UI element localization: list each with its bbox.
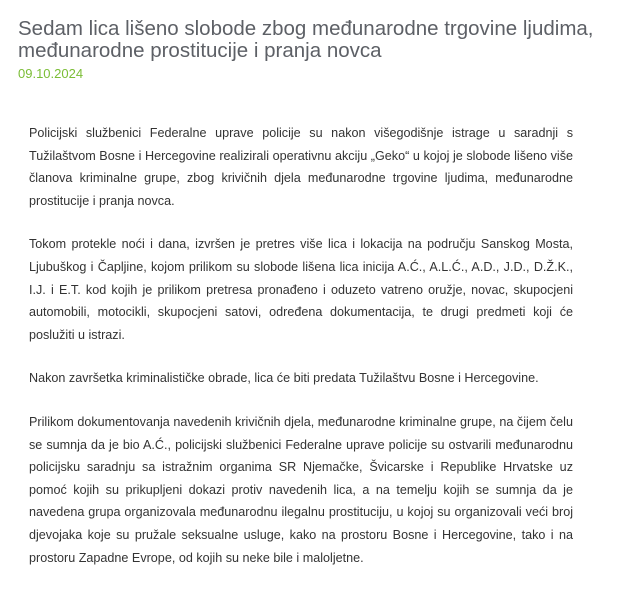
article-paragraph: Nakon završetka kriminalističke obrade, lica će biti predata Tužilaštvu Bosne i Hercegovine. [29,371,539,386]
article-title: Sedam lica lišeno slobode zbog međunarodne trgovine ljudima, međunarodne prostitucije i pranja novca [18,17,594,62]
article-paragraph: Prilikom dokumentovanja navedenih krivičnih djela, međunarodne kriminalne grupe, na čijem čelu se sumnja da je bio A.Ć., policijski službenici Federalne uprave policije su ostvarili međunarodnu policijsku saradnju sa istražnim organima SR Njemačke, Švicarske i Republike Hrvatske uz pomoć kojih su prikupljeni dokazi protiv navedenih lica, a na temelju kojih se sumnja da je navedena grupa organizovala međunarodnu ilegalnu prostituciju, u kojoj su organizovali veći broj djevojaka koje su pružale seksualne usluge, kako na prostoru Bosne i Hercegovine, tako i na prostoru Zapadne Evrope, od kojih su neke bile i maloljetne. [29,414,573,565]
article-paragraph: Tokom protekle noći i dana, izvršen je pretres više lica i lokacija na području Sanskog Mosta, Ljubuškog i Čapljine, kojom prilikom su slobode lišena lica inicija A.Ć., A.L.Ć., A.D., J.D., D.Ž.K., I.J. i E.T. kod kojih je prilikom pretresa pronađeno i oduzeto vatreno oružje, novac, skupocjeni automobili, motocikli, skupocjeni satovi, određena dokumentacija, te drugi predmeti koji će poslužiti u istrazi. [29,237,573,342]
article-body [29,122,573,590]
article-date: 09.10.2024 [18,66,84,81]
article-paragraph: Policijski službenici Federalne uprave policije su nakon višegodišnje istrage u saradnji s Tužilaštvom Bosne i Hercegovine realizirali operativnu akciju „Geko“ u kojoj je slobode lišeno više članova kriminalne grupe, zbog krivičnih djela međunarodne trgovine ljudima, međunarodne prostitucije i pranja novca. [29,126,573,208]
